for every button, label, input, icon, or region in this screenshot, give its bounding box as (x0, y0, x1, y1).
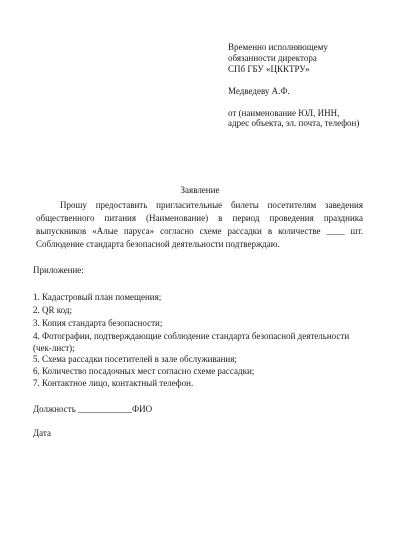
appendix-heading: Приложение: (33, 265, 84, 275)
request-line-4: Соблюдение стандарта безопасной деятельности подтверждаю. (36, 239, 280, 249)
addressee-name: Медведеву А.Ф. (228, 86, 290, 96)
appendix-item: 4. Фотографии, подтверждающие соблюдение стандарта безопасной деятельности (33, 331, 350, 341)
appendix-item-continuation: (чек-лист); (33, 343, 75, 353)
request-line-3: выпускников «Алые паруса» согласно схеме рассадки в количестве ____ шт. (36, 226, 363, 236)
appendix-item: 2. QR код; (33, 305, 72, 315)
appendix-item: 3. Копия стандарта безопасности; (33, 318, 163, 328)
appendix-item: 7. Контактное лицо, контактный телефон. (33, 378, 194, 388)
document-title: Заявление (180, 185, 220, 195)
date-label: Дата (33, 428, 51, 438)
appendix-item: 1. Кадастровый план помещения; (33, 292, 162, 302)
addressee-organization: СПб ГБУ «ЦККТРУ» (228, 64, 310, 74)
sender-info-line-2: адрес объекта, эл. почта, телефон) (228, 118, 360, 128)
addressee-position-line-1: Временно исполняющему (228, 42, 328, 52)
sender-info-line-1: от (наименование ЮЛ, ИНН, (228, 108, 340, 118)
signature-line: Должность ____________ФИО (33, 404, 153, 414)
request-paragraph (36, 199, 363, 251)
appendix-item: 5. Схема рассадки посетителей в зале обслуживания; (33, 354, 237, 364)
addressee-position-line-2: обязанности директора (228, 53, 317, 63)
appendix-item: 6. Количество посадочных мест согласно схеме рассадки; (33, 366, 255, 376)
request-line-2: общественного питания (Наименование) в период проведения праздника (36, 213, 363, 223)
request-line-1: Прошу предоставить пригласительные билеты посетителям заведения (60, 200, 363, 210)
